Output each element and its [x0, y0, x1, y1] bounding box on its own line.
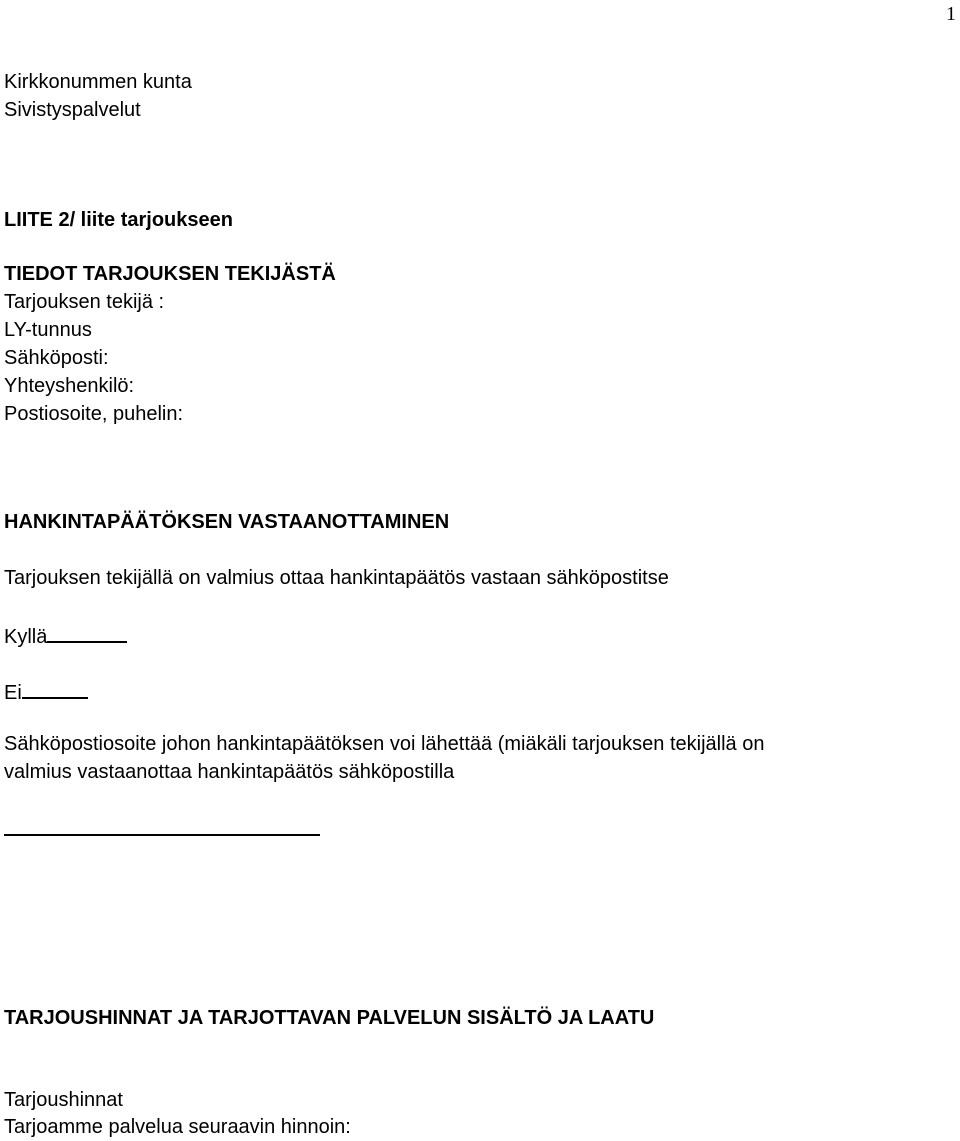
no-label: Ei [4, 682, 22, 704]
bidder-field-address-phone: Postiosoite, puhelin: [4, 403, 184, 425]
decision-receipt-heading: HANKINTAPÄÄTÖKSEN VASTAANOTTAMINEN [4, 511, 450, 533]
attachment-title: LIITE 2/ liite tarjoukseen [4, 209, 233, 231]
bidder-field-business-id: LY-tunnus [4, 319, 92, 341]
bidder-info-heading: TIEDOT TARJOUKSEN TEKIJÄSTÄ [4, 263, 336, 285]
pricing-heading: TARJOUSHINNAT JA TARJOTTAVAN PALVELUN SISÄLTÖ JA LAATU [4, 1007, 655, 1029]
no-answer-blank[interactable] [22, 676, 88, 699]
yes-label: Kyllä [4, 626, 48, 648]
pricing-subheading: Tarjoushinnat [4, 1089, 123, 1111]
bidder-field-name: Tarjouksen tekijä : [4, 291, 165, 313]
department-name: Sivistyspalvelut [4, 99, 141, 121]
pricing-intro: Tarjoamme palvelua seuraavin hinnoin: [4, 1116, 351, 1138]
organization-name: Kirkkonummen kunta [4, 71, 192, 93]
decision-receipt-statement: Tarjouksen tekijällä on valmius ottaa hankintapäätös vastaan sähköpostitse [4, 567, 669, 589]
email-address-blank[interactable] [4, 834, 320, 836]
bidder-field-email: Sähköposti: [4, 347, 109, 369]
yes-answer-blank[interactable] [47, 620, 127, 643]
page-number: 1 [946, 3, 956, 25]
bidder-field-contact-person: Yhteyshenkilö: [4, 375, 135, 397]
email-prompt-line-1: Sähköpostiosoite johon hankintapäätöksen voi lähettää (miäkäli tarjouksen tekijällä on [4, 733, 765, 755]
no-option [4, 676, 88, 707]
yes-option [4, 620, 127, 651]
email-prompt-line-2: valmius vastaanottaa hankintapäätös sähköpostilla [4, 761, 455, 783]
